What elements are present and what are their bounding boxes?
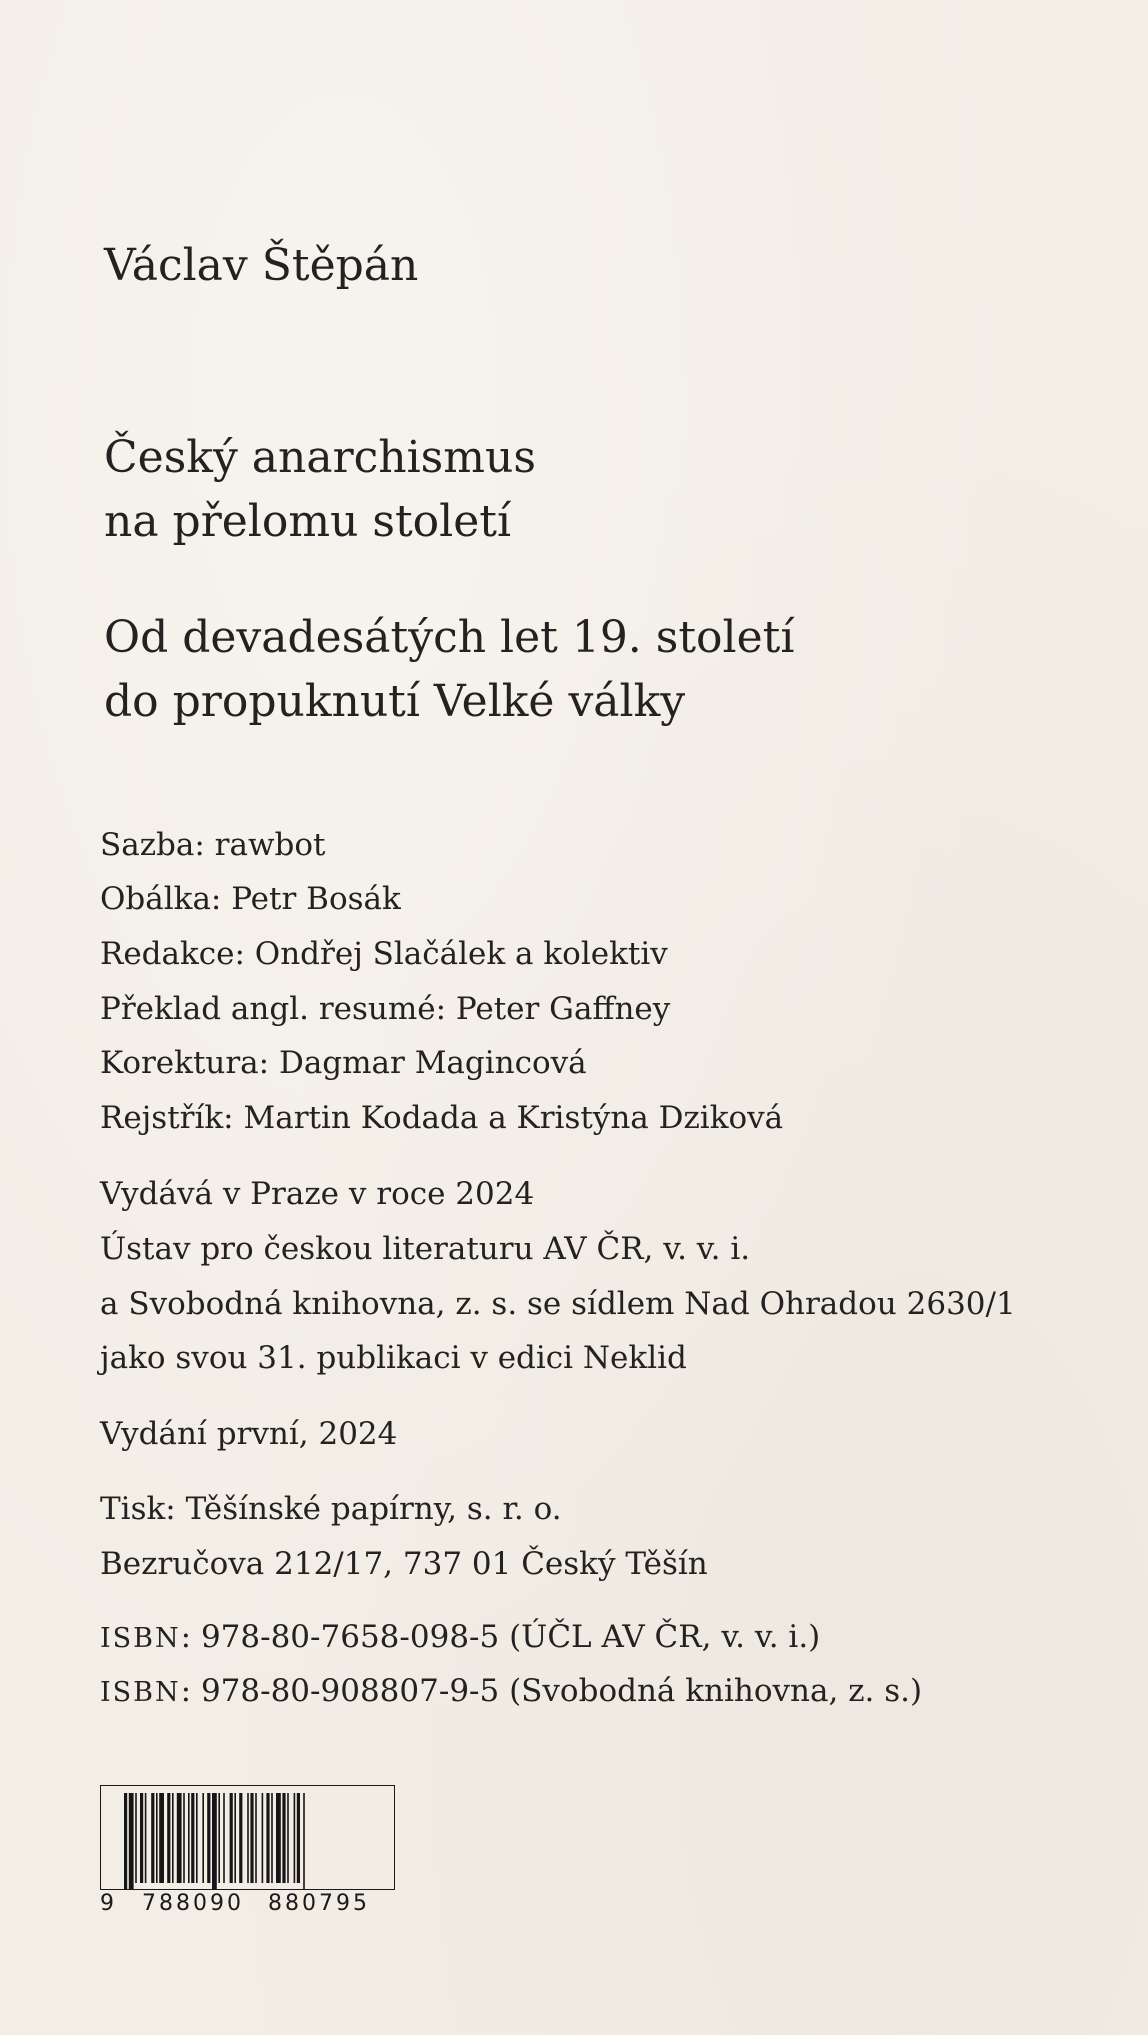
barcode-bar (218, 1793, 220, 1883)
barcode-bar (212, 1793, 217, 1890)
barcode-bar (255, 1793, 257, 1883)
barcode-bar (250, 1793, 253, 1883)
barcode-bar (239, 1793, 242, 1883)
barcode-bar (207, 1793, 210, 1883)
barcode-bar (188, 1793, 190, 1883)
barcode-bar (271, 1793, 273, 1883)
book-title-line-1: Český anarchismus (104, 432, 536, 483)
isbn-value: : 978-80-7658-098-5 (ÚČL AV ČR, v. v. i.) (180, 1619, 821, 1655)
credit-proofreading: Korektura: Dagmar Magincová (100, 1045, 587, 1081)
barcode-bar (282, 1793, 285, 1883)
credit-typesetting: Sazba: rawbot (100, 827, 326, 863)
barcode-digits-right: 880795 (268, 1891, 370, 1916)
barcode-bar (294, 1793, 296, 1883)
barcode-digits-left: 788090 (142, 1891, 244, 1916)
publication-line-4: jako svou 31. publikaci v edici Neklid (100, 1340, 687, 1376)
barcode-bar (276, 1793, 281, 1883)
edition-statement: Vydání první, 2024 (100, 1416, 398, 1452)
barcode-bar (303, 1793, 305, 1890)
book-subtitle-line-1: Od devadesátých let 19. století (104, 612, 795, 663)
book-subtitle-line-2: do propuknutí Velké války (104, 676, 686, 727)
credit-editors: Redakce: Ondřej Slačálek a kolektiv (100, 936, 668, 972)
isbn-value: : 978-80-908807-9-5 (Svobodná knihovna, z. s.) (180, 1673, 923, 1709)
barcode-bar (151, 1793, 154, 1883)
author-name: Václav Štěpán (104, 240, 419, 291)
printer-line-2: Bezručova 212/17, 737 01 Český Těšín (100, 1546, 708, 1582)
barcode-bar (183, 1793, 185, 1883)
barcode-bar (145, 1793, 147, 1883)
barcode-bar (287, 1793, 289, 1883)
publication-line-1: Vydává v Praze v roce 2024 (100, 1176, 535, 1212)
barcode-bar (129, 1793, 134, 1890)
barcode-bar (167, 1793, 170, 1883)
barcode-bar (124, 1793, 127, 1890)
isbn-label: ISBN (100, 1623, 181, 1654)
barcode-bar (135, 1793, 137, 1883)
publication-line-3: a Svobodná knihovna, z. s. se sídlem Nad Ohradou 2630/1 (100, 1286, 1016, 1322)
isbn-line-1 (100, 1610, 820, 1666)
barcode-bar (191, 1793, 194, 1883)
publication-line-2: Ústav pro českou literaturu AV ČR, v. v. i. (100, 1231, 751, 1267)
barcode-bar (202, 1793, 204, 1883)
credit-translation: Překlad angl. resumé: Peter Gaffney (100, 991, 671, 1027)
barcode-bar (234, 1793, 236, 1883)
barcode-bar (223, 1793, 225, 1883)
credit-index: Rejstřík: Martin Kodada a Kristýna Dziková (100, 1100, 784, 1136)
barcode-bar (172, 1793, 174, 1883)
barcode-bar (297, 1793, 300, 1883)
barcode-bar (262, 1793, 264, 1883)
barcode-icon (100, 1785, 395, 1890)
isbn-line-2 (100, 1664, 922, 1720)
barcode-bar (247, 1793, 249, 1883)
barcode-bar (230, 1793, 233, 1883)
credit-cover: Obálka: Petr Bosák (100, 881, 401, 917)
printer-line-1: Tisk: Těšínské papírny, s. r. o. (100, 1491, 562, 1527)
barcode-bar (196, 1793, 198, 1883)
barcode-bar (266, 1793, 269, 1883)
barcode-digit-first: 9 (100, 1891, 114, 1916)
book-title-line-2: na přelomu století (104, 496, 512, 547)
barcode-bar (159, 1793, 164, 1883)
barcode-bar (140, 1793, 143, 1883)
isbn-label: ISBN (100, 1677, 181, 1708)
barcode-bar (177, 1793, 182, 1883)
barcode-bar (156, 1793, 158, 1883)
